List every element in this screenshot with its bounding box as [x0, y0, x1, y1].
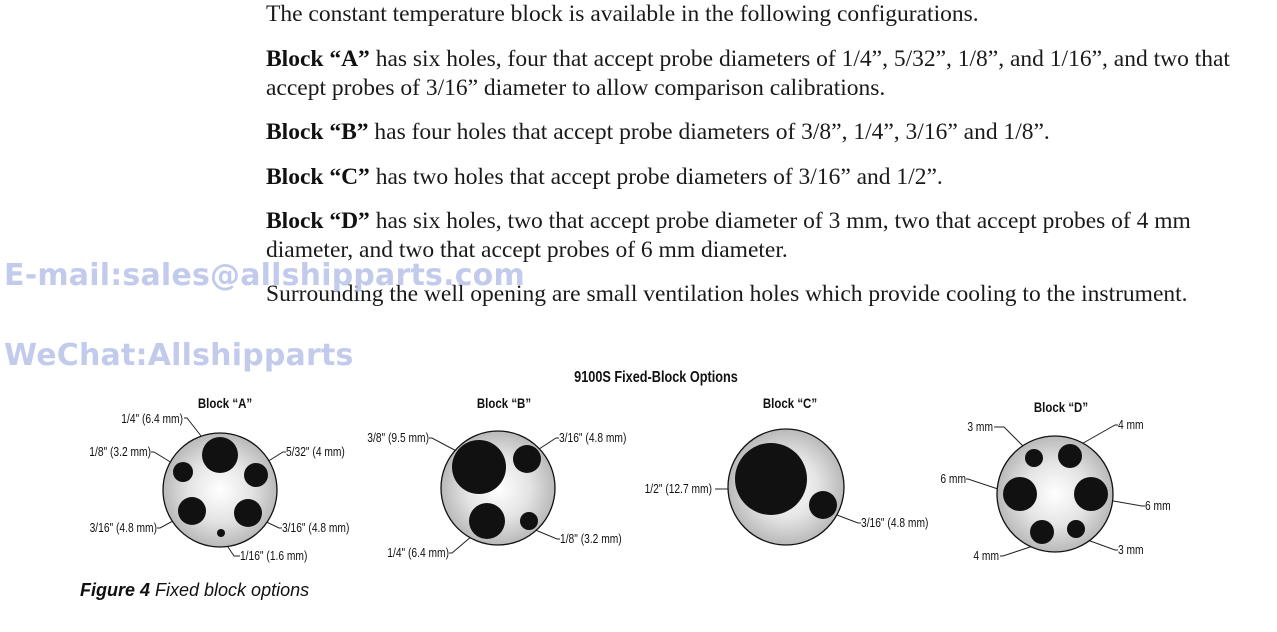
block-c-lead: Block “C” — [266, 164, 370, 190]
block-a-hole-1 — [202, 437, 238, 473]
block-c-paragraph — [266, 163, 1266, 192]
watermark-email: E-mail:sales@allshipparts.com — [4, 258, 525, 293]
block-c-hole-1 — [735, 443, 807, 515]
block-a-lead: Block “A” — [266, 46, 370, 72]
block-b-hole-3 — [469, 503, 505, 539]
figure-caption-label: Figure 4 — [80, 580, 151, 600]
block-c-text: has two holes that accept probe diameters of 3/16” and 1/2”. — [369, 164, 943, 190]
block-b-title: Block “B” — [476, 394, 532, 412]
block-d-label-3: 6 mm — [940, 473, 967, 487]
surrounding-text: Surrounding the well opening are small ventilation holes which provide cooling to the instrument. — [266, 281, 1188, 307]
block-a-label-3: 5/32" (4 mm) — [286, 446, 345, 460]
block-a-title: Block “A” — [197, 394, 253, 412]
watermark-wechat: WeChat:Allshipparts — [4, 338, 354, 373]
figure-caption-text: Fixed block options — [150, 580, 310, 600]
block-a-text: has six holes, four that accept probe diameters of 1/4”, 5/32”, 1/8”, and 1/16”, and two that accept probes of 3/16” diameter to allow comparison calibrations. — [266, 46, 1230, 101]
block-b-lead: Block “B” — [266, 119, 369, 145]
block-a-label-2: 1/8" (3.2 mm) — [89, 446, 151, 460]
block-a-hole-4 — [178, 497, 206, 525]
block-c-title: Block “C” — [762, 394, 818, 412]
block-c-hole-2 — [809, 491, 837, 519]
block-a-hole-3 — [244, 463, 268, 487]
block-a-paragraph — [266, 45, 1266, 103]
block-b-label-3: 1/4" (6.4 mm) — [387, 547, 449, 561]
block-a-label-5: 3/16" (4.8 mm) — [282, 522, 350, 536]
intro-paragraph — [266, 0, 1266, 29]
block-d-hole-5 — [1030, 520, 1054, 544]
block-b-label-2: 3/16" (4.8 mm) — [559, 432, 627, 446]
block-d-hole-4 — [1074, 477, 1108, 511]
block-d-hole-3 — [1003, 477, 1037, 511]
block-b-label-4: 1/8" (3.2 mm) — [560, 533, 622, 547]
block-b-hole-4 — [520, 512, 538, 530]
block-a-hole-6 — [217, 529, 225, 537]
block-d-label-4: 6 mm — [1145, 500, 1171, 514]
block-d-lead: Block “D” — [266, 208, 370, 234]
block-b-hole-1 — [452, 440, 506, 494]
block-d-paragraph — [266, 207, 1266, 265]
block-a-label-1: 1/4" (6.4 mm) — [121, 413, 183, 427]
block-d-label-1: 3 mm — [967, 421, 993, 435]
block-d-hole-6 — [1067, 520, 1085, 538]
block-b-paragraph — [266, 118, 1266, 147]
block-a-hole-2 — [173, 462, 193, 482]
block-d-hole-2 — [1058, 444, 1082, 468]
block-d-label-5: 4 mm — [973, 550, 999, 564]
intro-text: The constant temperature block is available in the following configurations. — [266, 1, 979, 27]
block-c-label-1: 1/2" (12.7 mm) — [644, 483, 713, 497]
block-d-hole-1 — [1025, 449, 1043, 467]
block-d-title: Block “D” — [1033, 398, 1089, 416]
block-d-text: has six holes, two that accept probe diameter of 3 mm, two that accept probes of 4 mm diameter, and two that accept probes of 6 mm diameter. — [266, 208, 1191, 263]
block-b-text: has four holes that accept probe diameters of 3/8”, 1/4”, 3/16” and 1/8”. — [368, 119, 1050, 145]
fixed-block-figure — [0, 360, 1277, 575]
block-a-hole-5 — [234, 499, 262, 527]
block-a-label-6: 1/16" (1.6 mm) — [240, 550, 308, 564]
block-b-hole-2 — [513, 445, 541, 473]
figure-title: 9100S Fixed-Block Options — [574, 368, 738, 387]
block-b-label-1: 3/8" (9.5 mm) — [367, 432, 430, 446]
block-c-label-2: 3/16" (4.8 mm) — [861, 517, 929, 531]
block-d-label-2: 4 mm — [1118, 419, 1144, 433]
block-a-label-4: 3/16" (4.8 mm) — [89, 522, 157, 536]
figure-caption — [80, 580, 309, 601]
block-d-label-6: 3 mm — [1118, 544, 1144, 558]
